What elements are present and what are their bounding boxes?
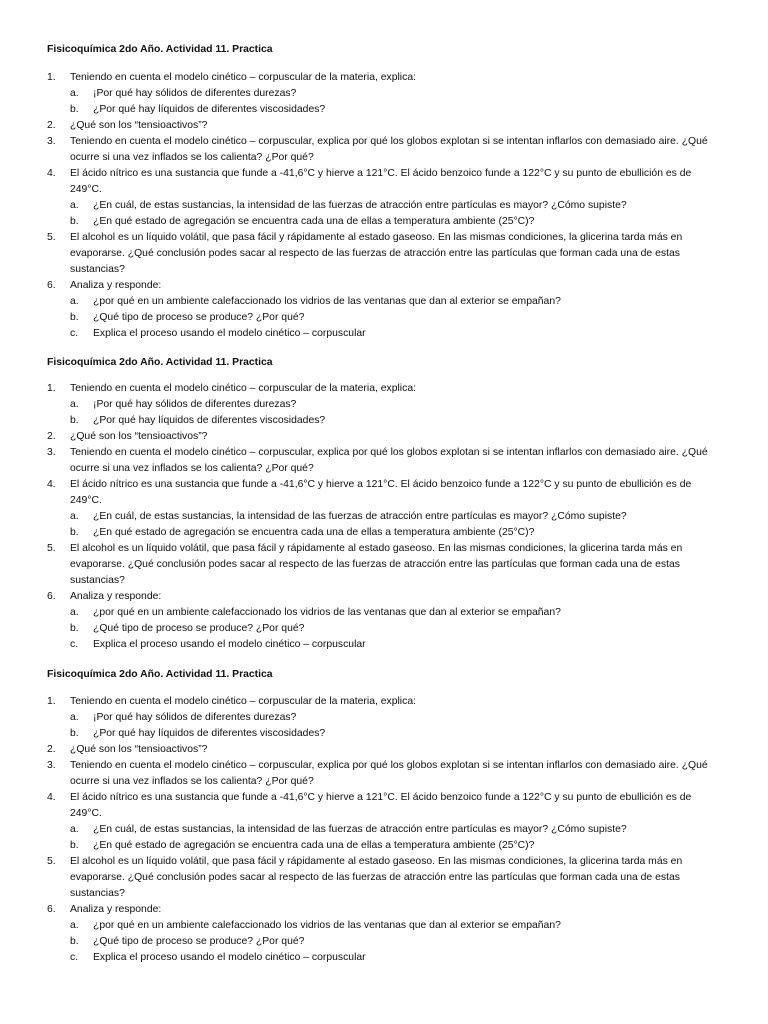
question-text: Analiza y responde:: [70, 280, 162, 291]
subquestion-letter: b.: [70, 415, 79, 426]
subquestion-letter: a.: [70, 296, 79, 307]
subquestion-text: ¿por qué en un ambiente calefaccionado los vidrios de las ventanas que dan al exterior se empañan?: [93, 607, 561, 618]
subquestion-letter: b.: [70, 312, 79, 323]
question-text: Teniendo en cuenta el modelo cinético – corpuscular, explica por qué los globos explotan si se intentan inflarlos con demasiado aire. ¿Qué ocurre si una vez inflados se los calienta? ¿Por qué?: [70, 760, 708, 787]
subquestion-text: ¿En cuál, de estas sustancias, la intensidad de las fuerzas de atracción entre partículas es mayor? ¿Cómo supiste?: [93, 200, 627, 211]
question-text: El alcohol es un líquido volátil, que pasa fácil y rápidamente al estado gaseoso. En las mismas condiciones, la glicerina tarda más en evaporarse. ¿Qué conclusión podes sacar al respecto de las fuerzas de atracción entre las partículas que forman cada una de estas sustancias?: [70, 856, 683, 899]
section-title: Fisicoquímica 2do Año. Actividad 11. Practica: [47, 357, 273, 368]
question-text: El alcohol es un líquido volátil, que pasa fácil y rápidamente al estado gaseoso. En las mismas condiciones, la glicerina tarda más en evaporarse. ¿Qué conclusión podes sacar al respecto de las fuerzas de atracción entre las partículas que forman cada una de estas sustancias?: [70, 232, 683, 275]
subquestion-letter: a.: [70, 824, 79, 835]
subquestion-text: Explica el proceso usando el modelo cinético – corpuscular: [93, 952, 366, 963]
question-text: ¿Qué son los “tensioactivos”?: [70, 744, 208, 755]
subquestion-letter: b.: [70, 104, 79, 115]
subquestion-letter: c.: [70, 639, 79, 650]
question-text: El ácido nítrico es una sustancia que funde a -41,6°C y hierve a 121°C. El ácido benzoico funde a 122°C y su punto de ebullición es de 249°C.: [70, 168, 692, 195]
subquestion-text: ¡Por qué hay sólidos de diferentes durezas?: [93, 399, 297, 410]
section-title: Fisicoquímica 2do Año. Actividad 11. Practica: [47, 669, 273, 680]
question-number: 4.: [47, 792, 56, 803]
question-number: 3.: [47, 760, 56, 771]
question-number: 4.: [47, 479, 56, 490]
subquestion-letter: a.: [70, 920, 79, 931]
subquestion-text: Explica el proceso usando el modelo cinético – corpuscular: [93, 639, 366, 650]
question-number: 6.: [47, 904, 56, 915]
question-number: 2.: [47, 744, 56, 755]
question-number: 1.: [47, 72, 56, 83]
subquestion-text: ¿Qué tipo de proceso se produce? ¿Por qué?: [93, 936, 305, 947]
subquestion-text: ¿por qué en un ambiente calefaccionado los vidrios de las ventanas que dan al exterior se empañan?: [93, 296, 561, 307]
question-number: 6.: [47, 280, 56, 291]
subquestion-text: ¿En cuál, de estas sustancias, la intensidad de las fuerzas de atracción entre partículas es mayor? ¿Cómo supiste?: [93, 824, 627, 835]
question-text: El ácido nítrico es una sustancia que funde a -41,6°C y hierve a 121°C. El ácido benzoico funde a 122°C y su punto de ebullición es de 249°C.: [70, 479, 692, 506]
subquestion-letter: b.: [70, 728, 79, 739]
subquestion-text: ¿Por qué hay líquidos de diferentes viscosidades?: [93, 415, 326, 426]
question-number: 5.: [47, 232, 56, 243]
question-number: 1.: [47, 696, 56, 707]
subquestion-letter: a.: [70, 511, 79, 522]
question-text: Teniendo en cuenta el modelo cinético – corpuscular de la materia, explica:: [70, 383, 416, 394]
question-text: Analiza y responde:: [70, 904, 162, 915]
question-number: 5.: [47, 856, 56, 867]
subquestion-text: ¿Qué tipo de proceso se produce? ¿Por qué?: [93, 312, 305, 323]
subquestion-text: ¡Por qué hay sólidos de diferentes durezas?: [93, 88, 297, 99]
subquestion-text: ¿Por qué hay líquidos de diferentes viscosidades?: [93, 728, 326, 739]
subquestion-letter: a.: [70, 607, 79, 618]
question-text: ¿Qué son los “tensioactivos”?: [70, 431, 208, 442]
subquestion-letter: c.: [70, 952, 79, 963]
subquestion-letter: a.: [70, 712, 79, 723]
question-text: ¿Qué son los “tensioactivos”?: [70, 120, 208, 131]
subquestion-text: Explica el proceso usando el modelo cinético – corpuscular: [93, 328, 366, 339]
subquestion-text: ¿En qué estado de agregación se encuentra cada una de ellas a temperatura ambiente (25°C)?: [93, 840, 535, 851]
question-number: 2.: [47, 120, 56, 131]
question-number: 4.: [47, 168, 56, 179]
question-number: 5.: [47, 543, 56, 554]
subquestion-letter: a.: [70, 399, 79, 410]
subquestion-text: ¿En qué estado de agregación se encuentra cada una de ellas a temperatura ambiente (25°C)?: [93, 216, 535, 227]
subquestion-text: ¡Por qué hay sólidos de diferentes durezas?: [93, 712, 297, 723]
question-number: 3.: [47, 136, 56, 147]
question-text: Teniendo en cuenta el modelo cinético – corpuscular de la materia, explica:: [70, 72, 416, 83]
subquestion-letter: c.: [70, 328, 79, 339]
question-number: 6.: [47, 591, 56, 602]
question-text: Teniendo en cuenta el modelo cinético – corpuscular de la materia, explica:: [70, 696, 416, 707]
question-number: 1.: [47, 383, 56, 394]
subquestion-text: ¿Qué tipo de proceso se produce? ¿Por qué?: [93, 623, 305, 634]
subquestion-text: ¿En qué estado de agregación se encuentra cada una de ellas a temperatura ambiente (25°C)?: [93, 527, 535, 538]
question-text: El ácido nítrico es una sustancia que funde a -41,6°C y hierve a 121°C. El ácido benzoico funde a 122°C y su punto de ebullición es de 249°C.: [70, 792, 692, 819]
section-title: Fisicoquímica 2do Año. Actividad 11. Practica: [47, 44, 273, 55]
subquestion-letter: b.: [70, 936, 79, 947]
subquestion-letter: b.: [70, 623, 79, 634]
question-number: 2.: [47, 431, 56, 442]
question-number: 3.: [47, 447, 56, 458]
subquestion-text: ¿En cuál, de estas sustancias, la intensidad de las fuerzas de atracción entre partículas es mayor? ¿Cómo supiste?: [93, 511, 627, 522]
question-text: El alcohol es un líquido volátil, que pasa fácil y rápidamente al estado gaseoso. En las mismas condiciones, la glicerina tarda más en evaporarse. ¿Qué conclusión podes sacar al respecto de las fuerzas de atracción entre las partículas que forman cada una de estas sustancias?: [70, 543, 683, 586]
question-text: Teniendo en cuenta el modelo cinético – corpuscular, explica por qué los globos explotan si se intentan inflarlos con demasiado aire. ¿Qué ocurre si una vez inflados se los calienta? ¿Por qué?: [70, 447, 708, 474]
subquestion-text: ¿Por qué hay líquidos de diferentes viscosidades?: [93, 104, 326, 115]
subquestion-letter: b.: [70, 840, 79, 851]
subquestion-text: ¿por qué en un ambiente calefaccionado los vidrios de las ventanas que dan al exterior se empañan?: [93, 920, 561, 931]
subquestion-letter: a.: [70, 200, 79, 211]
subquestion-letter: a.: [70, 88, 79, 99]
question-text: Teniendo en cuenta el modelo cinético – corpuscular, explica por qué los globos explotan si se intentan inflarlos con demasiado aire. ¿Qué ocurre si una vez inflados se los calienta? ¿Por qué?: [70, 136, 708, 163]
subquestion-letter: b.: [70, 216, 79, 227]
question-text: Analiza y responde:: [70, 591, 162, 602]
subquestion-letter: b.: [70, 527, 79, 538]
